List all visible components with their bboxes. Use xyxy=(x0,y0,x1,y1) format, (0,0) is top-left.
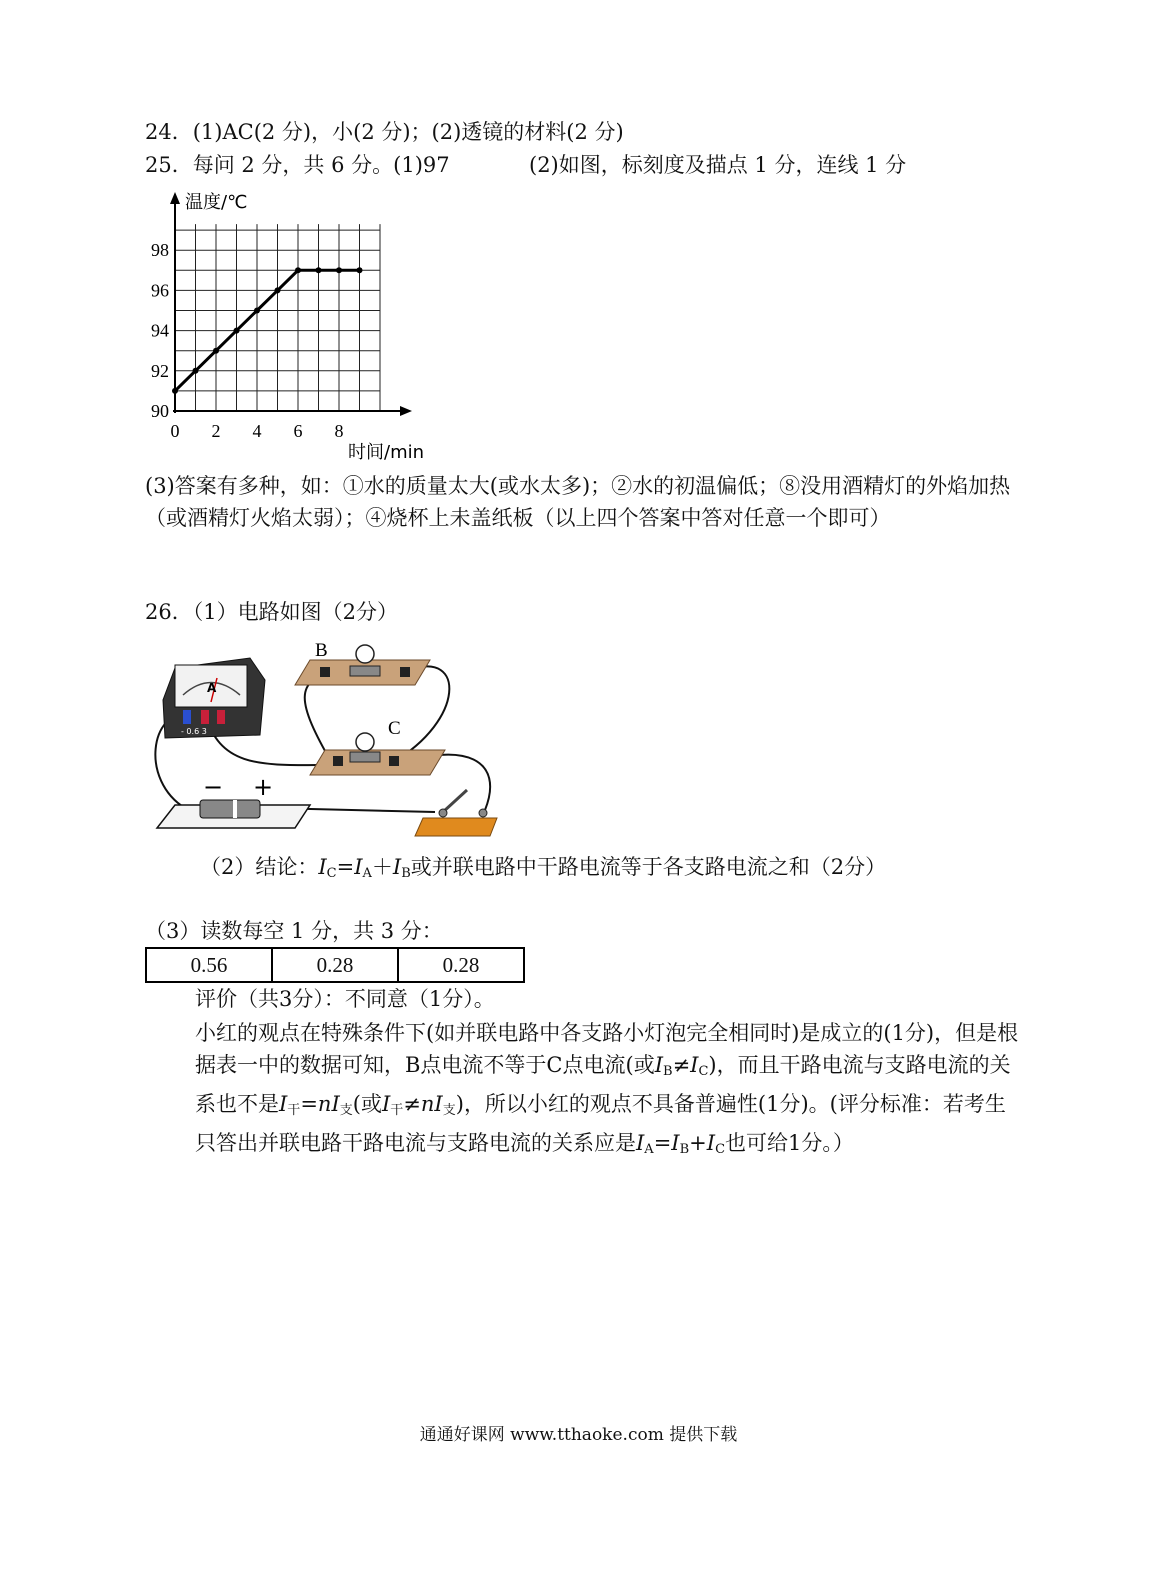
y-tick-label: 90 xyxy=(151,401,169,421)
switch xyxy=(415,790,497,836)
data-point xyxy=(254,308,260,314)
readings-table xyxy=(145,947,525,983)
lamp-b-board xyxy=(295,640,430,685)
data-point xyxy=(193,368,199,374)
q25-part3: (3)答案有多种，如：①水的质量太大(或水太多)；②水的初温偏低；⑧没用酒精灯的外焰加热（或酒精灯火焰太弱）；④烧杯上未盖纸板（以上四个答案中答对任意一个即可） xyxy=(145,474,1011,530)
data-point xyxy=(295,267,301,273)
battery xyxy=(157,773,310,828)
data-point xyxy=(275,287,281,293)
data-point xyxy=(336,267,342,273)
q26-part1: 26．（1）电路如图（2分） xyxy=(145,600,398,624)
temperature-time-chart xyxy=(145,188,445,468)
chart-axes xyxy=(170,192,412,416)
ammeter xyxy=(163,658,265,738)
data-point xyxy=(357,267,363,273)
data-point xyxy=(213,348,219,354)
part2-prefix: （2）结论： xyxy=(200,855,319,879)
q26-part3-title: （3）读数每空 1 分，共 3 分： xyxy=(145,919,443,943)
y-tick-label: 94 xyxy=(151,320,169,341)
data-point xyxy=(316,267,322,273)
data-point xyxy=(172,388,178,394)
formula-ia-sum: $I_A=I_B+I_C$ xyxy=(636,1131,726,1157)
q26-eval-line: 评价（共3分）：不同意（1分）。 xyxy=(195,987,495,1011)
reading-cell: 0.28 xyxy=(272,948,398,982)
x-axis-label: 时间/min xyxy=(348,442,425,463)
ammeter-terminals: - 0.6 3 xyxy=(181,727,207,736)
q25-header: 25．每问 2 分，共 6 分。(1)97 xyxy=(145,153,450,177)
q26-part2 xyxy=(200,853,886,888)
data-point xyxy=(234,328,240,334)
label-c: C xyxy=(388,718,401,739)
q26-eval-paragraph xyxy=(195,1017,1025,1166)
reading-cell: 0.28 xyxy=(398,948,524,982)
y-axis-label: 温度/℃ xyxy=(185,192,248,213)
q24-line: 24．(1)AC(2 分)，小(2 分)；(2)透镜的材料(2 分) xyxy=(145,120,624,144)
x-tick-label: 2 xyxy=(211,421,221,441)
x-tick-label: 4 xyxy=(252,421,262,441)
label-b: B xyxy=(315,640,328,661)
x-tick-label: 8 xyxy=(334,421,344,441)
eval-part4: 也可给1分。） xyxy=(725,1131,854,1155)
formula-ib-ne-ic: $I_B\ne I_C$ xyxy=(654,1053,709,1079)
footer-credit: 通通好课网 www.tthaoke.com 提供下载 xyxy=(419,1425,738,1445)
battery-minus: − xyxy=(203,773,224,801)
y-tick-label: 96 xyxy=(151,280,169,301)
formula-i-nI: $I_干=nI_支$(或$I_干\ne nI_支$) xyxy=(279,1092,464,1118)
x-tick-label: 6 xyxy=(293,421,303,441)
reading-cell: 0.56 xyxy=(146,948,272,982)
chart-grid xyxy=(175,224,380,411)
y-tick-label: 98 xyxy=(151,240,169,261)
y-axis-arrow xyxy=(170,192,180,204)
eval-part3: ，所以小红的观点不具备普遍性(1分)。(评分标准：若考生只答出并联电路干路电流与支路电流的关系应是 xyxy=(195,1092,1006,1155)
circuit-diagram xyxy=(145,640,515,850)
lamp-c-board xyxy=(310,718,445,775)
battery-plus: + xyxy=(253,773,274,801)
part2-rest: 或并联电路中干路电流等于各支路电流之和（2分） xyxy=(410,855,887,879)
y-tick-label: 92 xyxy=(151,360,169,381)
eval-part1: 小红的观点在特殊条件下(如并联电路中各支路小灯泡完全相同时)是成立的(1分)，但是根据表一中的数据可知，B点电流不等于C点电流(或 xyxy=(195,1021,1019,1077)
x-tick-label: 0 xyxy=(170,421,180,441)
formula-ic-sum: $I_C=I_A+I_B$ xyxy=(318,855,411,881)
q25-part2: (2)如图，标刻度及描点 1 分，连线 1 分 xyxy=(529,153,907,177)
eval-part2: )，而且干路电流与支路电流的关系也不是 xyxy=(195,1053,1011,1116)
x-axis-arrow xyxy=(400,406,412,416)
ammeter-label: A xyxy=(207,681,217,695)
